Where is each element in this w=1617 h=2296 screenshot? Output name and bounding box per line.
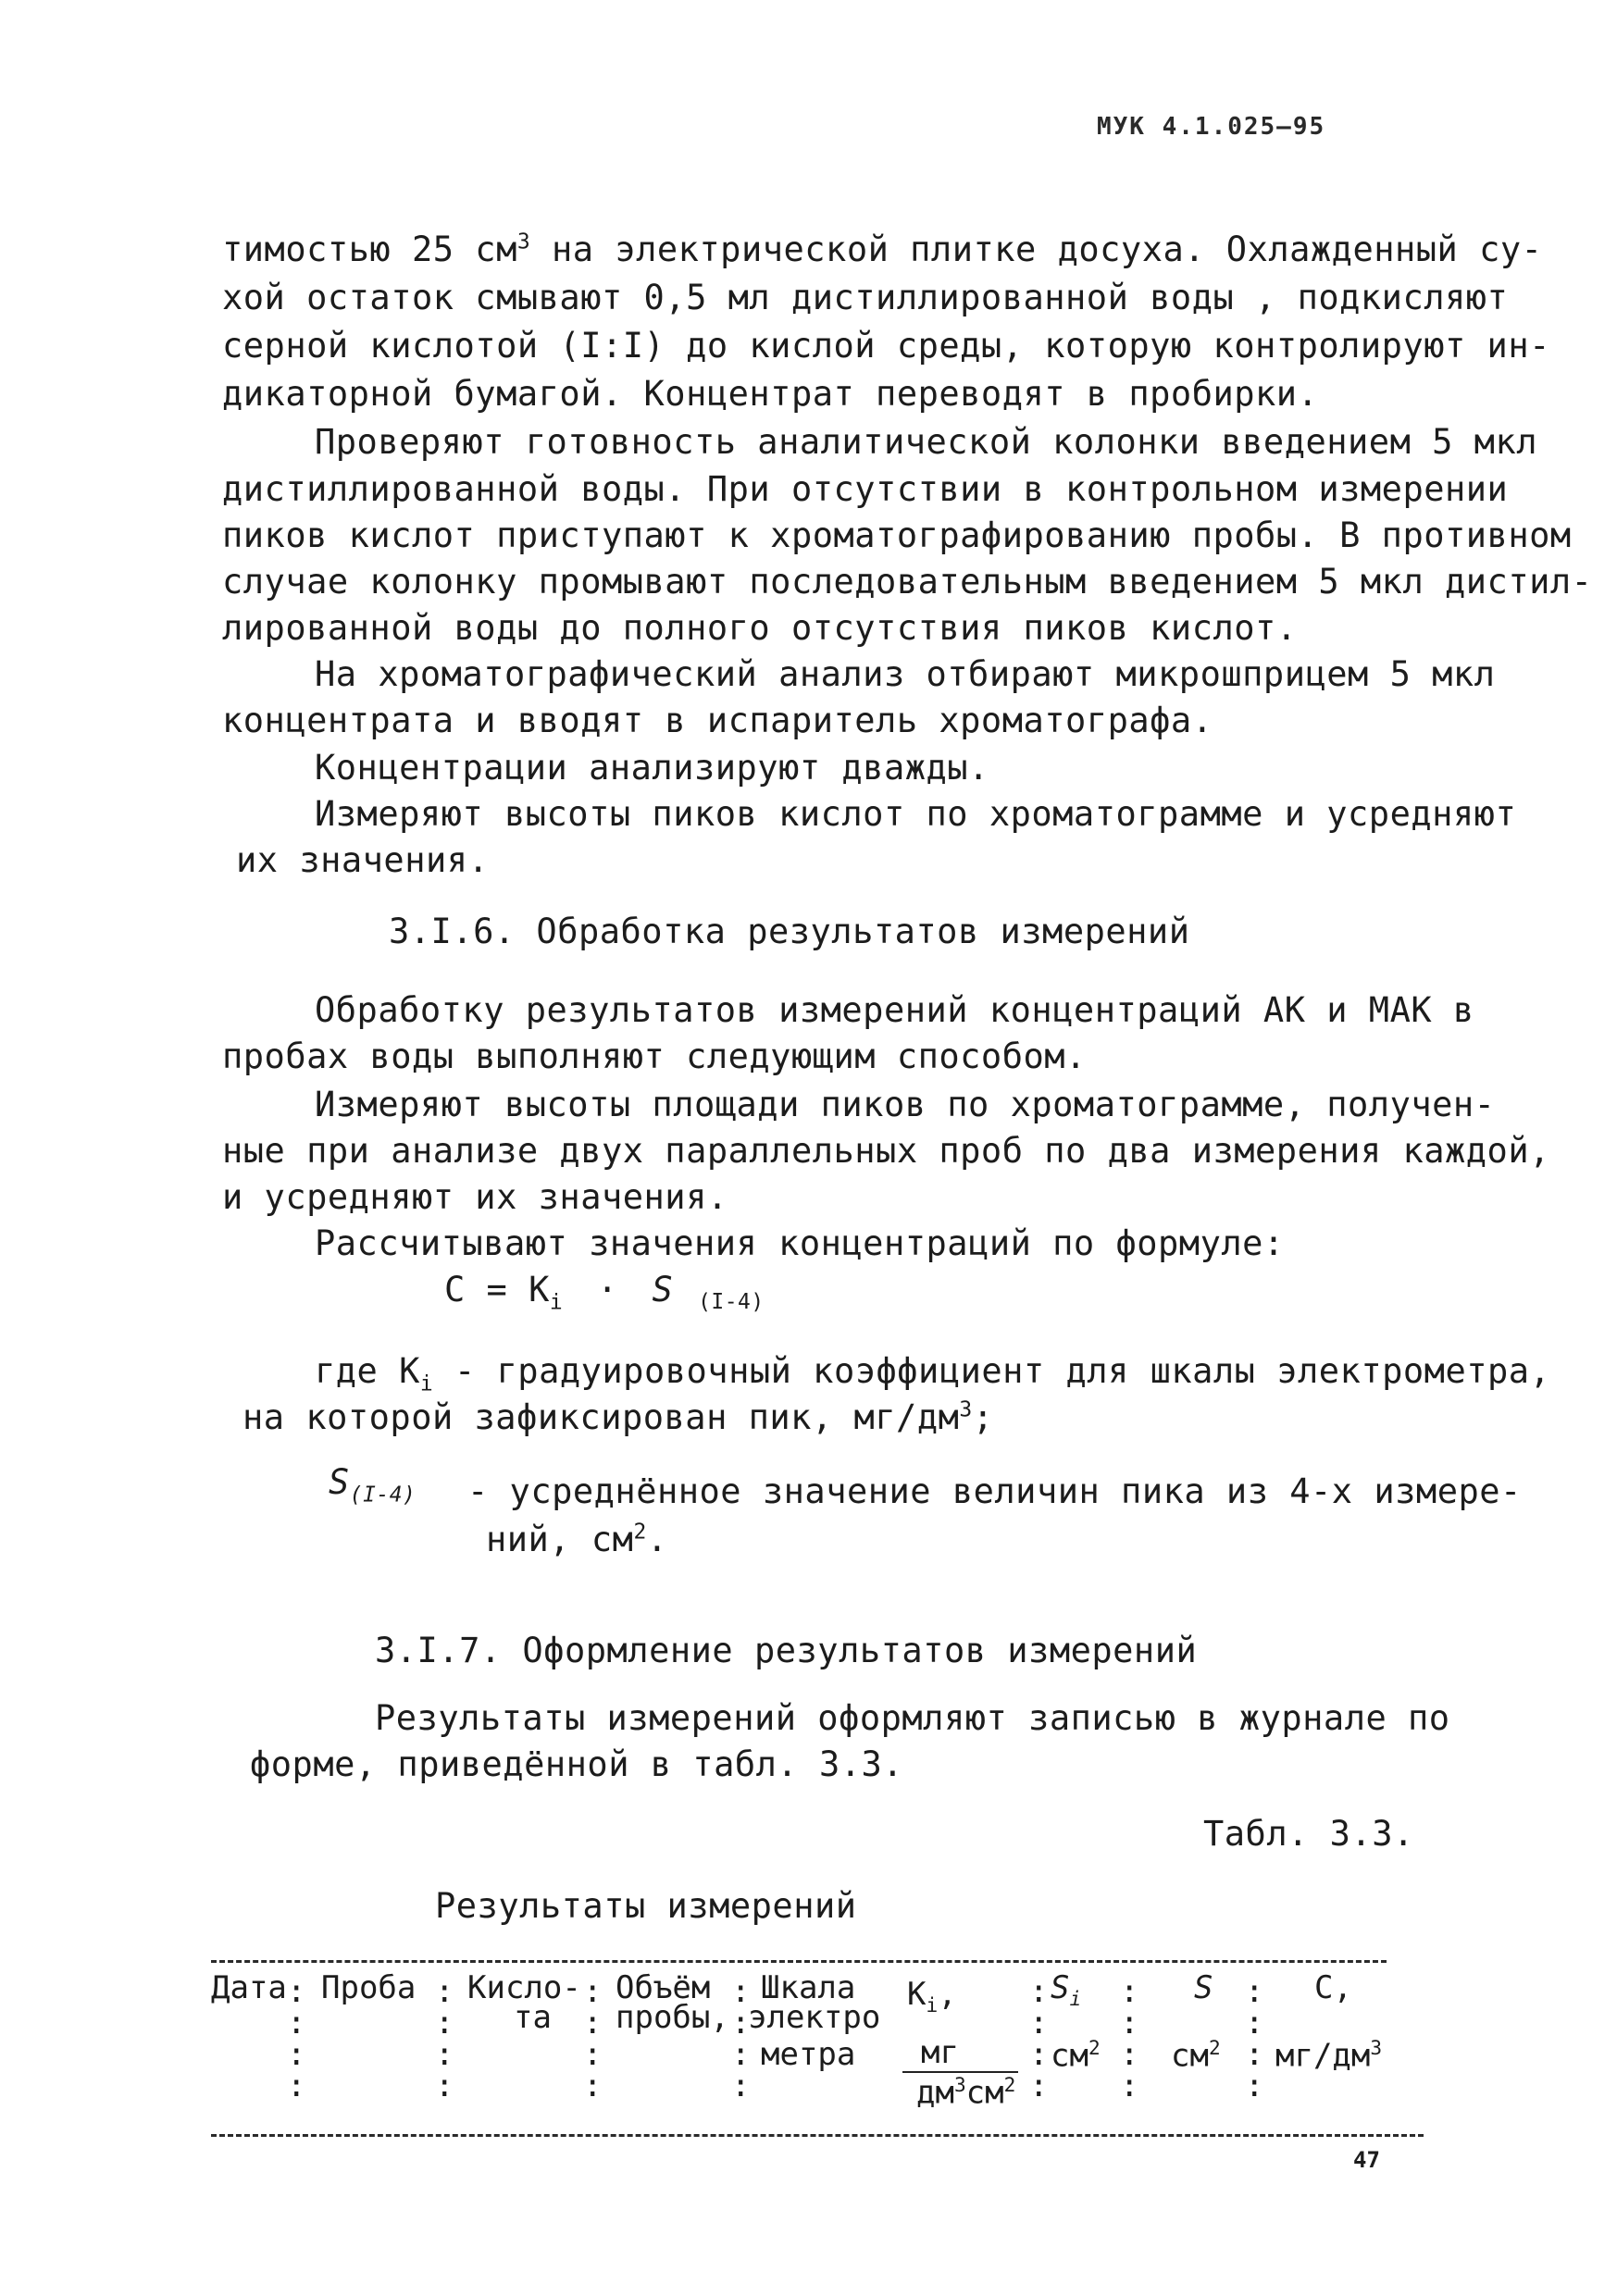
column-header-s-avg-unit: $см^2$ bbox=[1171, 2036, 1221, 2075]
document-code: МУК 4.1.025—95 bbox=[1097, 113, 1326, 141]
column-header-coef: $K_i$, bbox=[907, 1976, 957, 2017]
column-header-si: $S_i$ bbox=[1051, 1969, 1082, 2010]
column-separator: : : : : bbox=[287, 1973, 306, 2104]
column-header-acid-2: та bbox=[514, 1999, 552, 2036]
text-line: ные при анализе двух параллельных проб по два измерения каждой, bbox=[222, 1131, 1550, 1171]
table-top-rule bbox=[211, 1960, 1387, 1963]
text-line: дистиллированной воды. При отсутствии в контрольном измерении bbox=[222, 469, 1509, 509]
text-line: Измеряют высоты площади пиков по хроматограмме, получен- bbox=[315, 1085, 1496, 1124]
s-definition-cont: ний, $см^2$. bbox=[486, 1520, 668, 1559]
text-line: и усредняют их значения. bbox=[222, 1177, 728, 1217]
column-header-s-avg: S bbox=[1194, 1969, 1213, 2006]
section-heading: 3.I.7. Оформление результатов измерений bbox=[375, 1631, 1198, 1670]
column-header-scale: Шкала bbox=[761, 1969, 856, 2006]
column-separator: : : : : bbox=[1029, 1973, 1049, 2104]
text-line: форме, приведённой в табл. 3.3. bbox=[250, 1744, 904, 1784]
column-header-scale-2: электро bbox=[748, 1999, 881, 2036]
text-line: Обработку результатов измерений концентраций АК и МАК в bbox=[315, 990, 1474, 1030]
table-ref: Табл. 3.3. bbox=[1203, 1814, 1414, 1854]
text-line: тимостью 25 $см^3$ на электрической плитке досуха. Охлажденный су- bbox=[222, 230, 1543, 269]
formula: $C = K_i \cdot S$ $_{(I-4)}$ bbox=[444, 1270, 765, 1315]
page-number: 47 bbox=[1353, 2147, 1380, 2173]
text-line: Измеряют высоты пиков кислот по хроматограмме и усредняют bbox=[315, 794, 1517, 834]
column-separator: : : : : bbox=[583, 1973, 603, 2104]
column-header-date: Дата bbox=[211, 1969, 287, 2006]
column-header-conc-unit: $мг/дм^3$ bbox=[1275, 2036, 1383, 2075]
column-separator: : : : : bbox=[1120, 1973, 1139, 2104]
text-line: Результаты измерений оформляют записью в журнале по bbox=[375, 1698, 1450, 1738]
column-separator: : : : : bbox=[435, 1973, 454, 2104]
column-header-si-unit: $см^2$ bbox=[1051, 2036, 1101, 2075]
s-symbol: $S_{(I-4)}$ bbox=[329, 1462, 417, 1508]
s-definition: - усреднённое значение величин пика из 4-х измере- bbox=[467, 1471, 1522, 1511]
text-line: На хроматографический анализ отбирают микрошприцем 5 мкл bbox=[315, 654, 1496, 694]
text-line: лированной воды до полного отсутствия пиков кислот. bbox=[222, 608, 1298, 648]
text-line: пиков кислот приступают к хроматографированию пробы. В противном bbox=[222, 515, 1572, 555]
text-line: пробах воды выполняют следующим способом. bbox=[222, 1036, 1087, 1076]
table-title: Результаты измерений bbox=[435, 1886, 857, 1926]
text-line: Проверяют готовность аналитической колонки введением 5 мкл bbox=[315, 422, 1538, 462]
column-separator: : : : : bbox=[731, 1973, 751, 2104]
text-line: дикаторной бумагой. Концентрат переводят в пробирки. bbox=[222, 374, 1319, 414]
column-header-volume-2: пробы, bbox=[616, 1999, 729, 2036]
column-header-volume: Объём bbox=[616, 1969, 711, 2006]
text-line: Рассчитывают значения концентраций по формуле: bbox=[315, 1223, 1285, 1263]
coef-unit-numerator: мг bbox=[921, 2034, 959, 2071]
coef-unit-denominator: $дм^3см^2$ bbox=[916, 2073, 1016, 2112]
column-separator: : : : : bbox=[1245, 1973, 1264, 2104]
text-line: их значения. bbox=[236, 840, 490, 880]
text-line: хой остаток смывают 0,5 мл дистиллированной воды , подкисляют bbox=[222, 278, 1509, 317]
text-line: серной кислотой (I:I) до кислой среды, которую контролируют ин- bbox=[222, 326, 1550, 366]
text-line: случае колонку промывают последовательным введением 5 мкл дистил- bbox=[222, 562, 1593, 602]
text-line: концентрата и вводят в испаритель хроматографа. bbox=[222, 701, 1213, 740]
column-header-conc: C, bbox=[1314, 1969, 1352, 2006]
column-header-acid: Кисло- bbox=[467, 1969, 581, 2006]
formula-where: где $K_i$ - градуировочный коэффициент для шкалы электрометра, bbox=[315, 1351, 1551, 1396]
column-header-scale-3: метра bbox=[761, 2036, 856, 2073]
text-line: Концентрации анализируют дважды. bbox=[315, 748, 989, 788]
section-heading: 3.I.6. Обработка результатов измерений bbox=[389, 912, 1190, 951]
text-line: на которой зафиксирован пик, $мг/дм^3$; bbox=[243, 1397, 994, 1437]
table-bottom-rule bbox=[211, 2134, 1424, 2137]
column-header-sample: Проба bbox=[321, 1969, 417, 2006]
